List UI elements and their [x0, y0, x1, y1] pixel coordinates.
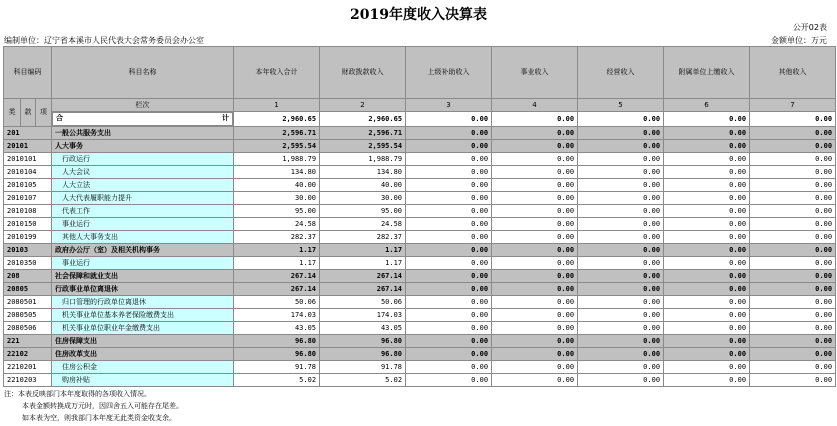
row-value: 0.00: [750, 140, 836, 153]
row-value: 0.00: [492, 153, 578, 166]
row-value: 0.00: [492, 270, 578, 283]
row-value: 0.00: [578, 270, 664, 283]
row-value: 267.14: [320, 270, 406, 283]
row-value: 0.00: [750, 374, 836, 387]
header-col-7: 其他收入: [750, 47, 836, 99]
row-value: 0.00: [750, 257, 836, 270]
total-label-left: 合: [56, 114, 64, 122]
row-value: 0.00: [750, 296, 836, 309]
row-value: 0.00: [664, 361, 750, 374]
row-value: 0.00: [492, 127, 578, 140]
row-value: 0.00: [664, 205, 750, 218]
row-name: 一般公共服务支出: [52, 127, 234, 140]
row-value: 0.00: [578, 153, 664, 166]
table-row: [4, 218, 836, 231]
row-value: 0.00: [664, 153, 750, 166]
form-code: 公开02表: [792, 23, 827, 32]
row-value: 0.00: [406, 296, 492, 309]
col-number-7: 7: [750, 99, 836, 112]
row-value: 0.00: [406, 192, 492, 205]
row-name: 事业运行: [52, 257, 234, 270]
table-row: [4, 231, 836, 244]
table-row: [4, 335, 836, 348]
total-value: 0.00: [406, 112, 492, 127]
table-row: [4, 205, 836, 218]
row-value: 96.80: [320, 348, 406, 361]
row-value: 0.00: [492, 374, 578, 387]
row-value: 0.00: [406, 153, 492, 166]
row-value: 2,596.71: [234, 127, 320, 140]
table-row: [4, 192, 836, 205]
note-line: 如本表为空，则我部门本年度无此类资金收支余。: [22, 414, 176, 422]
row-value: 30.00: [234, 192, 320, 205]
row-value: 0.00: [492, 166, 578, 179]
row-code: 22102: [4, 348, 52, 361]
row-value: 0.00: [578, 348, 664, 361]
table-row: [4, 296, 836, 309]
note-line: 本表金额转换成万元时，因四舍五入可能存在尾差。: [22, 402, 183, 410]
row-value: 0.00: [406, 179, 492, 192]
row-value: 0.00: [750, 218, 836, 231]
row-value: 0.00: [664, 270, 750, 283]
row-value: 0.00: [578, 166, 664, 179]
row-value: 2,595.54: [234, 140, 320, 153]
row-name: 住房改革支出: [52, 348, 234, 361]
row-value: 0.00: [578, 231, 664, 244]
row-value: 0.00: [750, 244, 836, 257]
row-value: 0.00: [664, 335, 750, 348]
row-name: 事业运行: [52, 218, 234, 231]
row-value: 0.00: [750, 270, 836, 283]
row-value: 0.00: [406, 140, 492, 153]
row-value: 0.00: [406, 244, 492, 257]
row-code: 2010104: [4, 166, 52, 179]
row-value: 0.00: [578, 322, 664, 335]
table-row: [4, 153, 836, 166]
row-value: 50.06: [234, 296, 320, 309]
row-value: 0.00: [750, 322, 836, 335]
total-value: 0.00: [578, 112, 664, 127]
row-value: 0.00: [492, 218, 578, 231]
row-value: 0.00: [492, 335, 578, 348]
row-value: 267.14: [320, 283, 406, 296]
row-value: 0.00: [750, 192, 836, 205]
row-name: 人大会议: [52, 166, 234, 179]
row-code: 20805: [4, 283, 52, 296]
header-code: 科目编码: [4, 47, 52, 99]
row-value: 282.37: [234, 231, 320, 244]
row-value: 0.00: [406, 361, 492, 374]
total-value: 0.00: [664, 112, 750, 127]
header-col-3: 上级补助收入: [406, 47, 492, 99]
row-value: 0.00: [664, 348, 750, 361]
row-value: 0.00: [578, 244, 664, 257]
row-value: 0.00: [578, 374, 664, 387]
row-value: 0.00: [492, 361, 578, 374]
row-name: 住房公积金: [52, 361, 234, 374]
row-value: 0.00: [664, 140, 750, 153]
row-value: 0.00: [492, 179, 578, 192]
table-row: [4, 348, 836, 361]
row-value: 0.00: [578, 205, 664, 218]
reporting-unit: 编制单位：辽宁省本溪市人民代表大会常务委员会办公室: [4, 36, 204, 45]
row-value: 1.17: [320, 257, 406, 270]
row-value: 0.00: [750, 127, 836, 140]
report-title: 2019年度收入决算表: [350, 7, 487, 23]
header-col-1: 本年收入合计: [234, 47, 320, 99]
header-col-6: 附属单位上缴收入: [664, 47, 750, 99]
row-value: 0.00: [492, 296, 578, 309]
row-value: 91.78: [234, 361, 320, 374]
row-value: 267.14: [234, 270, 320, 283]
row-value: 96.80: [320, 335, 406, 348]
row-value: 134.80: [320, 166, 406, 179]
total-value: 2,960.65: [320, 112, 406, 127]
row-value: 0.00: [492, 140, 578, 153]
row-value: 0.00: [750, 231, 836, 244]
row-name: 行政事业单位离退休: [52, 283, 234, 296]
row-name: 政府办公厅（室）及相关机构事务: [52, 244, 234, 257]
row-code: 2010108: [4, 205, 52, 218]
row-value: 0.00: [406, 127, 492, 140]
row-value: 96.80: [234, 335, 320, 348]
row-value: 1.17: [234, 257, 320, 270]
col-number-1: 1: [234, 99, 320, 112]
row-code: 2210203: [4, 374, 52, 387]
row-value: 30.00: [320, 192, 406, 205]
total-value: 0.00: [750, 112, 836, 127]
row-value: 1.17: [234, 244, 320, 257]
total-value: 2,960.65: [234, 112, 320, 127]
row-value: 0.00: [664, 231, 750, 244]
total-label: [52, 112, 233, 126]
row-value: 0.00: [492, 348, 578, 361]
row-index-label: 栏次: [52, 99, 234, 112]
row-value: 50.06: [320, 296, 406, 309]
row-value: 1,988.79: [234, 153, 320, 166]
row-value: 0.00: [578, 309, 664, 322]
row-value: 24.58: [234, 218, 320, 231]
row-value: 0.00: [664, 192, 750, 205]
row-value: 0.00: [664, 283, 750, 296]
row-value: 0.00: [406, 309, 492, 322]
row-value: 43.05: [320, 322, 406, 335]
row-code: 2010107: [4, 192, 52, 205]
row-value: 0.00: [406, 374, 492, 387]
row-value: 1.17: [320, 244, 406, 257]
row-value: 0.00: [578, 192, 664, 205]
table-row: [4, 179, 836, 192]
row-code: 20103: [4, 244, 52, 257]
row-value: 0.00: [578, 179, 664, 192]
table-row: [4, 283, 836, 296]
table-row: [4, 166, 836, 179]
row-value: 0.00: [664, 374, 750, 387]
table-row: [4, 374, 836, 387]
row-value: 0.00: [492, 309, 578, 322]
row-value: 0.00: [492, 192, 578, 205]
row-value: 2,595.54: [320, 140, 406, 153]
table-row: [4, 322, 836, 335]
row-value: 0.00: [578, 257, 664, 270]
row-value: 0.00: [578, 283, 664, 296]
table-row: [4, 244, 836, 257]
total-label-right: 计: [222, 114, 230, 122]
row-value: 0.00: [578, 140, 664, 153]
row-code: 201: [4, 127, 52, 140]
table-row: [4, 127, 836, 140]
row-value: 0.00: [492, 244, 578, 257]
row-value: 0.00: [750, 283, 836, 296]
row-code: 2010150: [4, 218, 52, 231]
row-value: 0.00: [492, 231, 578, 244]
row-value: 0.00: [406, 257, 492, 270]
row-value: 0.00: [406, 231, 492, 244]
row-value: 0.00: [664, 322, 750, 335]
row-value: 95.00: [234, 205, 320, 218]
row-value: 0.00: [406, 335, 492, 348]
col-number-5: 5: [578, 99, 664, 112]
note-line: 注：本表反映部门本年度取得的各项收入情况。: [4, 390, 151, 398]
row-value: 134.80: [234, 166, 320, 179]
row-name: 购房补贴: [52, 374, 234, 387]
header-name: 科目名称: [52, 47, 234, 99]
row-value: 0.00: [750, 361, 836, 374]
row-value: 0.00: [406, 218, 492, 231]
row-code: 2210201: [4, 361, 52, 374]
row-value: 0.00: [664, 179, 750, 192]
revenue-table: [3, 46, 836, 387]
header-col-4: 事业收入: [492, 47, 578, 99]
row-code: 20101: [4, 140, 52, 153]
row-value: 0.00: [492, 257, 578, 270]
row-name: 代表工作: [52, 205, 234, 218]
row-value: 0.00: [406, 348, 492, 361]
row-code: 2010101: [4, 153, 52, 166]
row-value: 0.00: [664, 257, 750, 270]
row-value: 40.00: [320, 179, 406, 192]
row-value: 0.00: [750, 335, 836, 348]
row-value: 1,988.79: [320, 153, 406, 166]
row-value: 91.78: [320, 361, 406, 374]
row-name: 人大立法: [52, 179, 234, 192]
row-code: 2010199: [4, 231, 52, 244]
row-value: 0.00: [750, 205, 836, 218]
row-code: 2010350: [4, 257, 52, 270]
col-number-6: 6: [664, 99, 750, 112]
row-code: 2010105: [4, 179, 52, 192]
row-value: 0.00: [750, 153, 836, 166]
table-row: [4, 361, 836, 374]
row-value: 0.00: [492, 283, 578, 296]
column-number-row: [4, 99, 836, 112]
row-code: 221: [4, 335, 52, 348]
row-value: 0.00: [406, 322, 492, 335]
row-value: 0.00: [406, 283, 492, 296]
sub-code-item: 项: [36, 99, 52, 127]
row-value: 43.05: [234, 322, 320, 335]
row-value: 0.00: [578, 218, 664, 231]
row-code: 208: [4, 270, 52, 283]
row-value: 40.00: [234, 179, 320, 192]
row-name: 社会保障和就业支出: [52, 270, 234, 283]
row-value: 24.58: [320, 218, 406, 231]
table-row: [4, 257, 836, 270]
row-value: 282.37: [320, 231, 406, 244]
row-name: 人大事务: [52, 140, 234, 153]
row-name: 人大代表履职能力提升: [52, 192, 234, 205]
row-value: 174.03: [320, 309, 406, 322]
row-value: 0.00: [664, 127, 750, 140]
row-value: 267.14: [234, 283, 320, 296]
table-row: [4, 309, 836, 322]
row-value: 0.00: [578, 335, 664, 348]
row-value: 0.00: [406, 166, 492, 179]
row-value: 0.00: [750, 166, 836, 179]
header-col-2: 财政拨款收入: [320, 47, 406, 99]
row-value: 0.00: [578, 127, 664, 140]
row-name: 其他人大事务支出: [52, 231, 234, 244]
col-number-4: 4: [492, 99, 578, 112]
row-name: 机关事业单位职业年金缴费支出: [52, 322, 234, 335]
sub-code-class: 类: [4, 99, 21, 127]
row-value: 0.00: [750, 179, 836, 192]
sub-code-section: 款: [21, 99, 36, 127]
row-value: 5.02: [234, 374, 320, 387]
row-value: 0.00: [492, 205, 578, 218]
row-value: 0.00: [578, 296, 664, 309]
row-value: 174.03: [234, 309, 320, 322]
row-value: 0.00: [664, 309, 750, 322]
amount-unit: 金额单位：万元: [771, 36, 827, 45]
row-name: 行政运行: [52, 153, 234, 166]
col-number-3: 3: [406, 99, 492, 112]
table-row: [4, 140, 836, 153]
row-value: 0.00: [664, 296, 750, 309]
row-value: 95.00: [320, 205, 406, 218]
total-value: 0.00: [492, 112, 578, 127]
total-row: [4, 112, 836, 127]
row-value: 0.00: [750, 309, 836, 322]
col-number-2: 2: [320, 99, 406, 112]
header-col-5: 经营收入: [578, 47, 664, 99]
row-value: 0.00: [406, 270, 492, 283]
row-value: 0.00: [664, 244, 750, 257]
row-name: 机关事业单位基本养老保险缴费支出: [52, 309, 234, 322]
table-row: [4, 270, 836, 283]
row-value: 0.00: [578, 361, 664, 374]
row-name: 归口管理的行政单位离退休: [52, 296, 234, 309]
row-code: 2080505: [4, 309, 52, 322]
row-name: 住房保障支出: [52, 335, 234, 348]
row-value: 5.02: [320, 374, 406, 387]
row-value: 0.00: [664, 218, 750, 231]
row-value: 0.00: [750, 348, 836, 361]
row-code: 2080506: [4, 322, 52, 335]
row-code: 2080501: [4, 296, 52, 309]
row-value: 0.00: [406, 205, 492, 218]
row-value: 96.80: [234, 348, 320, 361]
header-row: [4, 47, 836, 99]
row-value: 0.00: [492, 322, 578, 335]
row-value: 2,596.71: [320, 127, 406, 140]
notes: [4, 388, 183, 424]
row-value: 0.00: [664, 166, 750, 179]
